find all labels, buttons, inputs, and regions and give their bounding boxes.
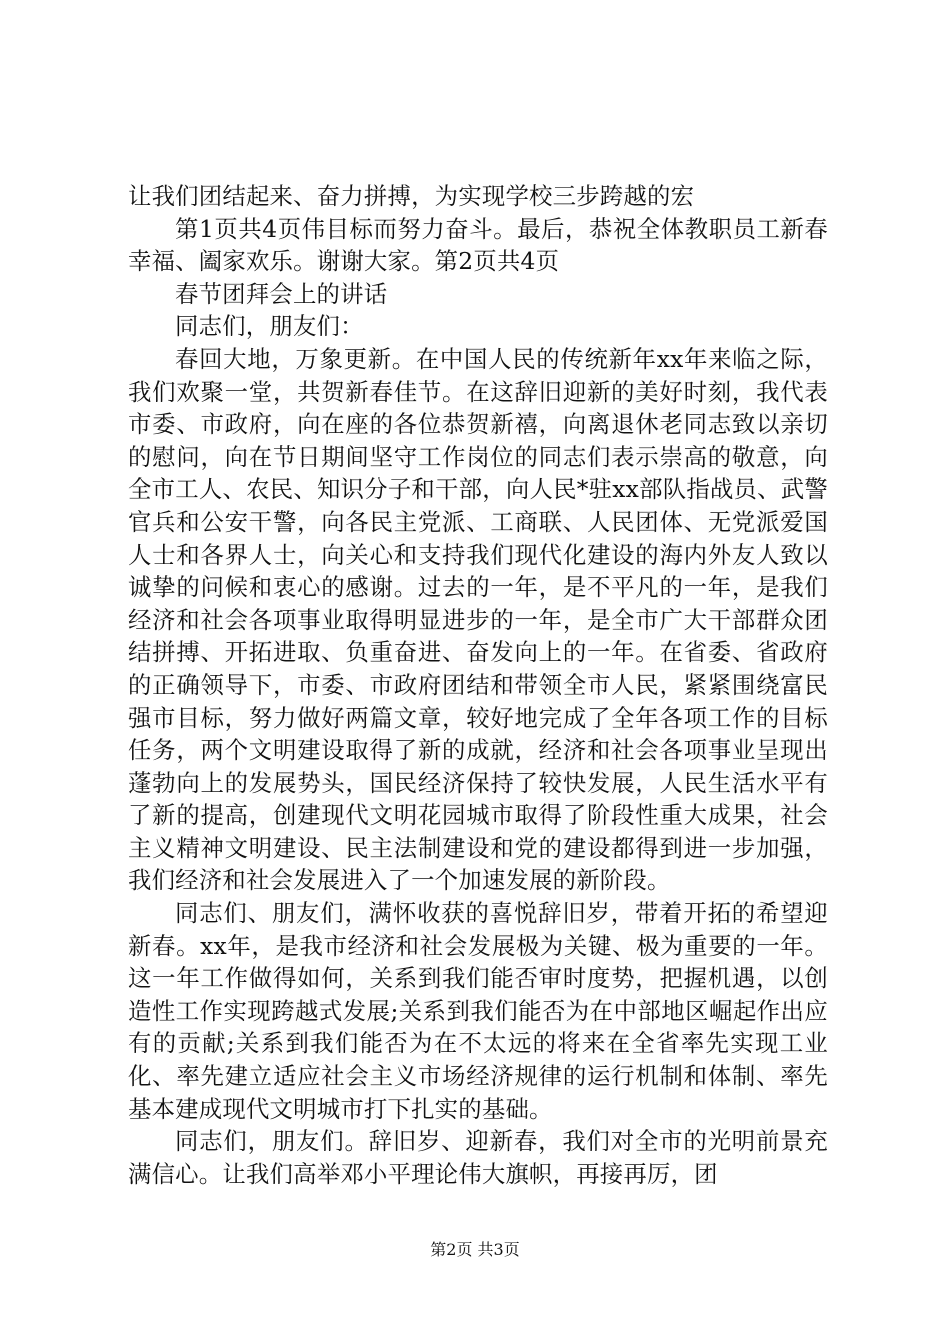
paragraph-5: 春回大地，万象更新。在中国人民的传统新年xx年来临之际，我们欢聚一堂，共贺新春佳节。在这辞旧迎新的美好时刻，我代表市委、市政府，向在座的各位恭贺新禧，向离退休老同志致以亲切的慰问，向在节日期间坚守工作岗位的同志们表示崇高的敬意，向全市工人、农民、知识分子和干部，向人民*驻xx部队指战员、武警官兵和公安干警，向各民主党派、工商联、人民团体、无党派爱国人士和各界人士，向关心和支持我们现代化建设的海内外友人致以诚挚的问候和衷心的感谢。过去的一年，是不平凡的一年，是我们经济和社会各项事业取得明显进步的一年，是全市广大干部群众团结拼搏、开拓进取、负重奋进、奋发向上的一年。在省委、省政府的正确领导下，市委、市政府团结和带领全市人民，紧紧围绕富民强市目标，努力做好两篇文章，较好地完成了全年各项工作的目标任务，两个文明建设取得了新的成就，经济和社会各项事业呈现出蓬勃向上的发展势头，国民经济保持了较快发展，人民生活水平有了新的提高，创建现代文明花园城市取得了阶段性重大成果，社会主义精神文明建设、民主法制建设和党的建设都得到进一步加强，我们经济和社会发展进入了一个加速发展的新阶段。: [128, 344, 828, 895]
paragraph-7: 同志们，朋友们。辞旧岁、迎新春，我们对全市的光明前景充满信心。让我们高举邓小平理论伟大旗帜，再接再厉，团: [128, 1127, 828, 1188]
salutation: 同志们，朋友们：: [175, 312, 364, 341]
speech-title: 春节团拜会上的讲话: [175, 279, 388, 308]
paragraph-6: 同志们、朋友们，满怀收获的喜悦辞旧岁，带着开拓的希望迎新春。xx年，是我市经济和社会发展极为关键、极为重要的一年。这一年工作做得如何，关系到我们能否审时度势，把握机遇，以创造性工作实现跨越式发展;关系到我们能否为在中部地区崛起作出应有的贡献;关系到我们能否为在不太远的将来在全省率先实现工业化、率先建立适应社会主义市场经济规律的运行机制和体制、率先基本建成现代文明城市打下扎实的基础。: [128, 899, 828, 1123]
document-body: [128, 180, 828, 1190]
page-footer: 第2页 共3页: [430, 1240, 520, 1259]
paragraph-2: 第1页共4页伟目标而努力奋斗。最后，恭祝全体教职员工新春幸福、阖家欢乐。谢谢大家。第2页共4页: [128, 214, 828, 276]
paragraph-1: 让我们团结起来、奋力拼搏，为实现学校三步跨越的宏: [128, 182, 695, 210]
